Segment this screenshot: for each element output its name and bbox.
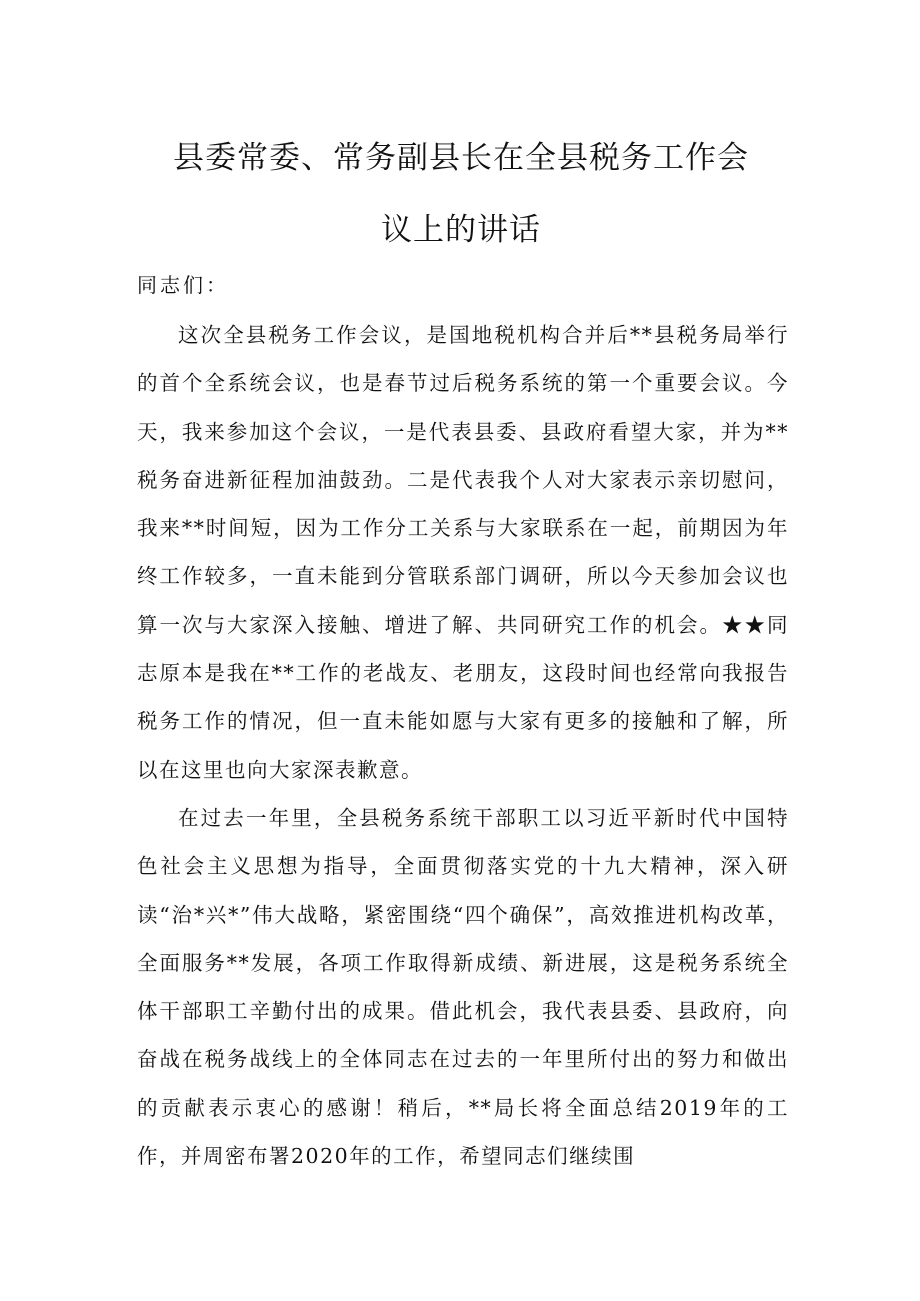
salutation: 同志们： xyxy=(137,273,229,297)
document-title-line-2: 议上的讲话 xyxy=(381,212,541,248)
paragraph-1: 这次全县税务工作会议，是国地税机构合并后**县税务局举行的首个全系统会议，也是春节过后税务系统的第一个重要会议。今天，我来参加这个会议，一是代表县委、县政府看望大家，并为**税务奋进新征程加油鼓劲。二是代表我个人对大家表示亲切慰问，我来**时间短，因为工作分工关系与大家联系在一起，前期因为年终工作较多，一直未能到分管联系部门调研，所以今天参加会议也算一次与大家深入接触、增进了解、共同研究工作的机会。★★同志原本是我在**工作的老战友、老朋友，这段时间也经常向我报告税务工作的情况，但一直未能如愿与大家有更多的接触和了解，所以在这里也向大家深表歉意。 xyxy=(137,323,789,782)
paragraph-2: 在过去一年里，全县税务系统干部职工以习近平新时代中国特色社会主义思想为指导，全面贯彻落实党的十九大精神，深入研读“治*兴*”伟大战略，紧密围绕“四个确保”，高效推进机构改革，全面服务**发展，各项工作取得新成绩、新进展，这是税务系统全体干部职工辛勤付出的成果。借此机会，我代表县委、县政府，向奋战在税务战线上的全体同志在过去的一年里所付出的努力和做出的贡献表示衷心的感谢！稍后，**局长将全面总结2019年的工作，并周密布署2020年的工作，希望同志们继续围 xyxy=(137,806,789,1169)
document-title-line-1: 县委常委、常务副县长在全县税务工作会 xyxy=(173,140,749,176)
